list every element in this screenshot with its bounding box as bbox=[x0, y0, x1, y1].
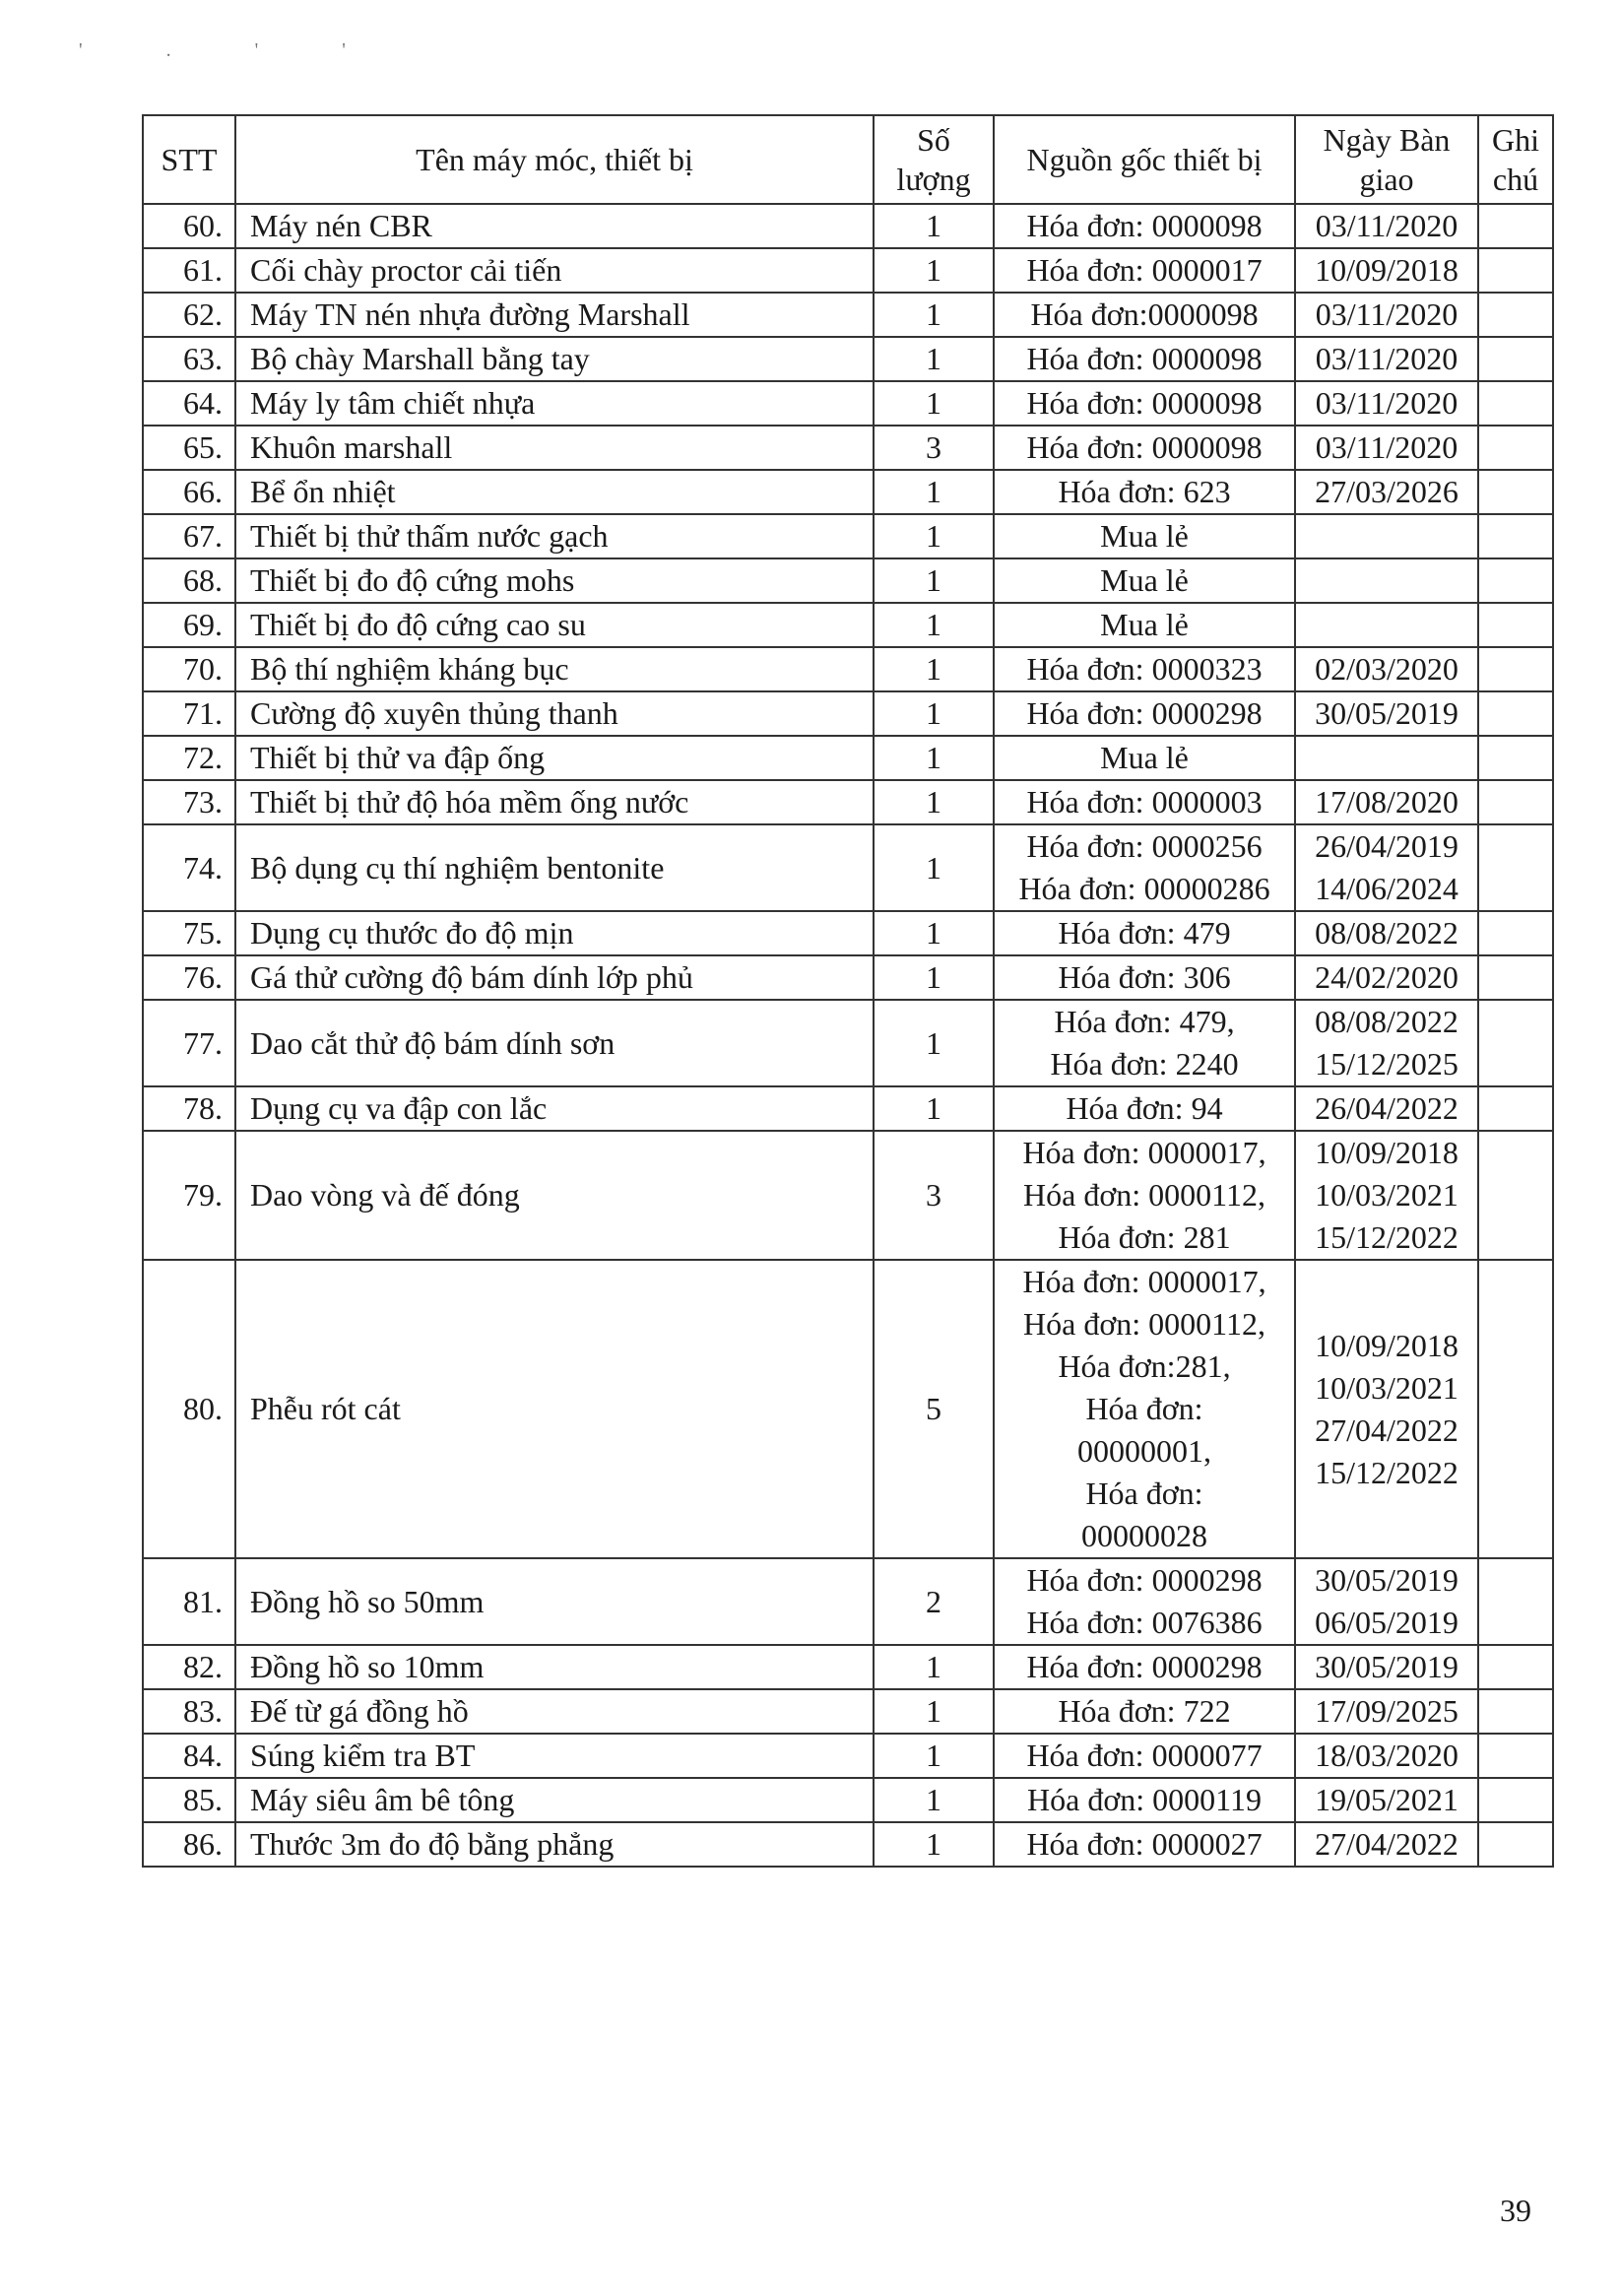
date-line: 08/08/2022 bbox=[1315, 915, 1459, 951]
date-line: 02/03/2020 bbox=[1315, 651, 1459, 687]
date-line: 10/09/2018 bbox=[1315, 1327, 1459, 1363]
row-equipment-name: Dao vòng và đế đóng bbox=[235, 1131, 874, 1260]
row-quantity: 1 bbox=[874, 248, 994, 293]
source-line: Hóa đơn: 0000098 bbox=[1026, 429, 1263, 465]
table-row bbox=[143, 426, 1553, 470]
row-note bbox=[1478, 1689, 1553, 1734]
row-handover-date bbox=[1295, 514, 1478, 558]
table-row bbox=[143, 1689, 1553, 1734]
row-note bbox=[1478, 1645, 1553, 1689]
source-line: Hóa đơn: 0000017, bbox=[1022, 1135, 1266, 1170]
table-row bbox=[143, 470, 1553, 514]
date-line: 27/04/2022 bbox=[1315, 1826, 1459, 1862]
source-line: Mua lẻ bbox=[1100, 740, 1189, 775]
table-row bbox=[143, 1734, 1553, 1778]
date-line: 10/09/2018 bbox=[1315, 252, 1459, 288]
table-row bbox=[143, 911, 1553, 955]
table-body bbox=[143, 204, 1553, 1867]
row-note bbox=[1478, 1260, 1553, 1558]
row-handover-date bbox=[1295, 470, 1478, 514]
row-stt: 82. bbox=[143, 1645, 235, 1689]
source-line: Hóa đơn: 722 bbox=[1058, 1693, 1231, 1729]
row-handover-date bbox=[1295, 337, 1478, 381]
row-quantity: 1 bbox=[874, 736, 994, 780]
header-name: Tên máy móc, thiết bị bbox=[235, 115, 874, 204]
row-quantity: 5 bbox=[874, 1260, 994, 1558]
row-stt: 80. bbox=[143, 1260, 235, 1558]
header-qty-line: lượng bbox=[896, 162, 971, 197]
date-line: 03/11/2020 bbox=[1315, 341, 1459, 376]
row-note bbox=[1478, 293, 1553, 337]
row-stt: 67. bbox=[143, 514, 235, 558]
date-line: 17/09/2025 bbox=[1315, 1693, 1459, 1729]
row-stt: 84. bbox=[143, 1734, 235, 1778]
row-source bbox=[994, 1822, 1295, 1867]
row-quantity: 1 bbox=[874, 780, 994, 824]
date-line: 27/03/2026 bbox=[1315, 474, 1459, 509]
row-equipment-name: Phễu rót cát bbox=[235, 1260, 874, 1558]
header-date-line: Ngày Bàn bbox=[1323, 122, 1451, 158]
table-row bbox=[143, 691, 1553, 736]
table-row bbox=[143, 1086, 1553, 1131]
source-line: 00000028 bbox=[1081, 1518, 1207, 1553]
row-stt: 70. bbox=[143, 647, 235, 691]
row-note bbox=[1478, 337, 1553, 381]
row-stt: 79. bbox=[143, 1131, 235, 1260]
row-handover-date bbox=[1295, 426, 1478, 470]
row-equipment-name: Máy nén CBR bbox=[235, 204, 874, 248]
row-equipment-name: Dụng cụ va đập con lắc bbox=[235, 1086, 874, 1131]
table-header-row bbox=[143, 115, 1553, 204]
source-line: Hóa đơn: 0000323 bbox=[1026, 651, 1263, 687]
table-row bbox=[143, 736, 1553, 780]
row-stt: 75. bbox=[143, 911, 235, 955]
row-quantity: 3 bbox=[874, 1131, 994, 1260]
source-line: Hóa đơn: 479 bbox=[1058, 915, 1231, 951]
header-qty-line: Số bbox=[917, 122, 950, 158]
row-stt: 60. bbox=[143, 204, 235, 248]
table-row bbox=[143, 204, 1553, 248]
row-source bbox=[994, 558, 1295, 603]
row-equipment-name: Thiết bị thử va đập ống bbox=[235, 736, 874, 780]
row-source bbox=[994, 824, 1295, 911]
row-equipment-name: Máy siêu âm bê tông bbox=[235, 1778, 874, 1822]
source-line: Hóa đơn: 00000286 bbox=[1018, 871, 1270, 906]
row-quantity: 1 bbox=[874, 824, 994, 911]
row-quantity: 1 bbox=[874, 381, 994, 426]
source-line: Mua lẻ bbox=[1100, 562, 1189, 598]
row-quantity: 1 bbox=[874, 1086, 994, 1131]
row-source bbox=[994, 1558, 1295, 1645]
date-line: 03/11/2020 bbox=[1315, 208, 1459, 243]
header-stt: STT bbox=[143, 115, 235, 204]
table-row bbox=[143, 1131, 1553, 1260]
row-source bbox=[994, 470, 1295, 514]
row-handover-date bbox=[1295, 1131, 1478, 1260]
table-row bbox=[143, 1778, 1553, 1822]
row-quantity: 1 bbox=[874, 558, 994, 603]
row-stt: 66. bbox=[143, 470, 235, 514]
row-handover-date bbox=[1295, 1822, 1478, 1867]
row-quantity: 1 bbox=[874, 514, 994, 558]
row-quantity: 1 bbox=[874, 293, 994, 337]
row-stt: 64. bbox=[143, 381, 235, 426]
header-date bbox=[1295, 115, 1478, 204]
source-line: Hóa đơn: 623 bbox=[1058, 474, 1231, 509]
row-equipment-name: Thiết bị thử độ hóa mềm ống nước bbox=[235, 780, 874, 824]
row-handover-date bbox=[1295, 204, 1478, 248]
row-note bbox=[1478, 1131, 1553, 1260]
source-line: Hóa đơn: 94 bbox=[1066, 1090, 1223, 1126]
table-row bbox=[143, 647, 1553, 691]
row-note bbox=[1478, 248, 1553, 293]
row-source bbox=[994, 514, 1295, 558]
row-quantity: 1 bbox=[874, 470, 994, 514]
table-row bbox=[143, 337, 1553, 381]
source-line: Mua lẻ bbox=[1100, 518, 1189, 554]
table-row bbox=[143, 824, 1553, 911]
source-line: Hóa đơn: 0000098 bbox=[1026, 385, 1263, 421]
row-equipment-name: Bộ thí nghiệm kháng bục bbox=[235, 647, 874, 691]
date-line: 10/03/2021 bbox=[1315, 1177, 1459, 1213]
row-equipment-name: Thiết bị thử thấm nước gạch bbox=[235, 514, 874, 558]
date-line: 14/06/2024 bbox=[1315, 871, 1459, 906]
date-line: 15/12/2022 bbox=[1315, 1454, 1459, 1490]
row-quantity: 1 bbox=[874, 204, 994, 248]
row-quantity: 1 bbox=[874, 955, 994, 1000]
row-equipment-name: Súng kiểm tra BT bbox=[235, 1734, 874, 1778]
date-line: 08/08/2022 bbox=[1315, 1004, 1459, 1039]
row-quantity: 1 bbox=[874, 1689, 994, 1734]
date-line: 17/08/2020 bbox=[1315, 784, 1459, 820]
row-handover-date bbox=[1295, 1645, 1478, 1689]
date-line: 03/11/2020 bbox=[1315, 385, 1459, 421]
source-line: Hóa đơn: 0000027 bbox=[1026, 1826, 1263, 1862]
row-source bbox=[994, 1086, 1295, 1131]
table-row bbox=[143, 603, 1553, 647]
row-stt: 61. bbox=[143, 248, 235, 293]
date-line: 19/05/2021 bbox=[1315, 1782, 1459, 1817]
table-row bbox=[143, 1000, 1553, 1086]
source-line: Hóa đơn:281, bbox=[1058, 1348, 1231, 1384]
row-handover-date bbox=[1295, 293, 1478, 337]
table-row bbox=[143, 558, 1553, 603]
table-row bbox=[143, 248, 1553, 293]
row-stt: 62. bbox=[143, 293, 235, 337]
row-handover-date bbox=[1295, 381, 1478, 426]
row-note bbox=[1478, 603, 1553, 647]
row-quantity: 1 bbox=[874, 1734, 994, 1778]
date-line: 06/05/2019 bbox=[1315, 1605, 1459, 1640]
row-quantity: 1 bbox=[874, 1822, 994, 1867]
row-handover-date bbox=[1295, 911, 1478, 955]
row-equipment-name: Thiết bị đo độ cứng mohs bbox=[235, 558, 874, 603]
row-quantity: 1 bbox=[874, 1778, 994, 1822]
row-source bbox=[994, 780, 1295, 824]
row-source bbox=[994, 1000, 1295, 1086]
date-line: 24/02/2020 bbox=[1315, 959, 1459, 995]
table-row bbox=[143, 955, 1553, 1000]
row-source bbox=[994, 955, 1295, 1000]
row-handover-date bbox=[1295, 1086, 1478, 1131]
date-line: 15/12/2022 bbox=[1315, 1219, 1459, 1255]
date-line: 03/11/2020 bbox=[1315, 296, 1459, 332]
date-line: 03/11/2020 bbox=[1315, 429, 1459, 465]
date-line: 30/05/2019 bbox=[1315, 1649, 1459, 1684]
row-stt: 74. bbox=[143, 824, 235, 911]
row-quantity: 3 bbox=[874, 426, 994, 470]
row-equipment-name: Khuôn marshall bbox=[235, 426, 874, 470]
row-note bbox=[1478, 1086, 1553, 1131]
source-line: Hóa đơn: 0000098 bbox=[1026, 208, 1263, 243]
source-line: Hóa đơn: 0000098 bbox=[1026, 341, 1263, 376]
equipment-table bbox=[142, 114, 1554, 1868]
table-row bbox=[143, 1260, 1553, 1558]
row-stt: 63. bbox=[143, 337, 235, 381]
row-note bbox=[1478, 470, 1553, 514]
date-line: 27/04/2022 bbox=[1315, 1411, 1459, 1448]
row-equipment-name: Đồng hồ so 50mm bbox=[235, 1558, 874, 1645]
row-source bbox=[994, 911, 1295, 955]
table-row bbox=[143, 1822, 1553, 1867]
header-date-line: giao bbox=[1359, 162, 1414, 197]
row-quantity: 1 bbox=[874, 1000, 994, 1086]
date-line: 10/03/2021 bbox=[1315, 1369, 1459, 1406]
page-number: 39 bbox=[1500, 2193, 1531, 2228]
source-line: Hóa đơn: 0000077 bbox=[1026, 1738, 1263, 1773]
row-quantity: 2 bbox=[874, 1558, 994, 1645]
header-note-line: chú bbox=[1492, 162, 1539, 197]
row-quantity: 1 bbox=[874, 603, 994, 647]
row-note bbox=[1478, 558, 1553, 603]
row-equipment-name: Máy ly tâm chiết nhựa bbox=[235, 381, 874, 426]
row-note bbox=[1478, 1000, 1553, 1086]
date-line: 10/09/2018 bbox=[1315, 1135, 1459, 1170]
row-handover-date bbox=[1295, 647, 1478, 691]
source-line: Hóa đơn: 0000112, bbox=[1023, 1306, 1265, 1342]
row-source bbox=[994, 337, 1295, 381]
row-stt: 71. bbox=[143, 691, 235, 736]
row-note bbox=[1478, 780, 1553, 824]
date-line: 30/05/2019 bbox=[1315, 695, 1459, 731]
row-equipment-name: Đế từ gá đồng hồ bbox=[235, 1689, 874, 1734]
row-source bbox=[994, 1131, 1295, 1260]
row-handover-date bbox=[1295, 1734, 1478, 1778]
table-row bbox=[143, 514, 1553, 558]
row-source bbox=[994, 1778, 1295, 1822]
row-handover-date bbox=[1295, 1558, 1478, 1645]
row-source bbox=[994, 248, 1295, 293]
row-equipment-name: Bể ổn nhiệt bbox=[235, 470, 874, 514]
source-line: Hóa đơn: 0000298 bbox=[1026, 1562, 1263, 1598]
table-row bbox=[143, 780, 1553, 824]
row-equipment-name: Cường độ xuyên thủng thanh bbox=[235, 691, 874, 736]
row-stt: 68. bbox=[143, 558, 235, 603]
row-quantity: 1 bbox=[874, 691, 994, 736]
row-quantity: 1 bbox=[874, 1645, 994, 1689]
table-row bbox=[143, 1558, 1553, 1645]
row-note bbox=[1478, 824, 1553, 911]
source-line: Hóa đơn: 0000256 bbox=[1026, 828, 1263, 864]
source-line: Hóa đơn: 0000298 bbox=[1026, 1649, 1263, 1684]
row-source bbox=[994, 426, 1295, 470]
row-equipment-name: Máy TN nén nhựa đường Marshall bbox=[235, 293, 874, 337]
row-quantity: 1 bbox=[874, 337, 994, 381]
row-stt: 83. bbox=[143, 1689, 235, 1734]
source-line: Hóa đơn: 0000017 bbox=[1026, 252, 1263, 288]
row-source bbox=[994, 381, 1295, 426]
row-note bbox=[1478, 1734, 1553, 1778]
source-line: Mua lẻ bbox=[1100, 607, 1189, 642]
row-handover-date bbox=[1295, 1260, 1478, 1558]
row-source bbox=[994, 603, 1295, 647]
row-stt: 65. bbox=[143, 426, 235, 470]
scan-mark: ' . ' ' bbox=[79, 39, 385, 61]
source-line: Hóa đơn: 0000298 bbox=[1026, 695, 1263, 731]
row-source bbox=[994, 293, 1295, 337]
date-line: 30/05/2019 bbox=[1315, 1562, 1459, 1598]
source-line: Hóa đơn: 0000003 bbox=[1026, 784, 1263, 820]
row-stt: 72. bbox=[143, 736, 235, 780]
source-line: Hóa đơn: 306 bbox=[1058, 959, 1231, 995]
source-line: Hóa đơn: 0076386 bbox=[1026, 1605, 1263, 1640]
row-handover-date bbox=[1295, 1778, 1478, 1822]
table-row bbox=[143, 381, 1553, 426]
row-stt: 76. bbox=[143, 955, 235, 1000]
row-stt: 69. bbox=[143, 603, 235, 647]
row-source bbox=[994, 1645, 1295, 1689]
header-qty bbox=[874, 115, 994, 204]
row-handover-date bbox=[1295, 824, 1478, 911]
row-handover-date bbox=[1295, 1689, 1478, 1734]
row-stt: 73. bbox=[143, 780, 235, 824]
row-note bbox=[1478, 1822, 1553, 1867]
row-note bbox=[1478, 204, 1553, 248]
row-handover-date bbox=[1295, 955, 1478, 1000]
table-row bbox=[143, 293, 1553, 337]
row-quantity: 1 bbox=[874, 647, 994, 691]
row-note bbox=[1478, 514, 1553, 558]
date-line: 15/12/2025 bbox=[1315, 1046, 1459, 1082]
source-line: Hóa đơn: 479, bbox=[1054, 1004, 1235, 1039]
row-quantity: 1 bbox=[874, 911, 994, 955]
row-note bbox=[1478, 381, 1553, 426]
row-equipment-name: Thước 3m đo độ bằng phẳng bbox=[235, 1822, 874, 1867]
row-note bbox=[1478, 426, 1553, 470]
row-source bbox=[994, 647, 1295, 691]
source-line: 00000001, bbox=[1077, 1433, 1211, 1469]
row-note bbox=[1478, 691, 1553, 736]
source-line: Hóa đơn: 0000119 bbox=[1027, 1782, 1262, 1817]
row-source bbox=[994, 204, 1295, 248]
row-equipment-name: Dao cắt thử độ bám dính sơn bbox=[235, 1000, 874, 1086]
header-note bbox=[1478, 115, 1553, 204]
row-note bbox=[1478, 736, 1553, 780]
table-row bbox=[143, 1645, 1553, 1689]
row-source bbox=[994, 1734, 1295, 1778]
date-line: 18/03/2020 bbox=[1315, 1738, 1459, 1773]
row-stt: 86. bbox=[143, 1822, 235, 1867]
row-equipment-name: Thiết bị đo độ cứng cao su bbox=[235, 603, 874, 647]
row-stt: 78. bbox=[143, 1086, 235, 1131]
source-line: Hóa đơn: 2240 bbox=[1050, 1046, 1239, 1082]
source-line: Hóa đơn: 0000017, bbox=[1022, 1264, 1266, 1299]
source-line: Hóa đơn: 281 bbox=[1058, 1219, 1231, 1255]
row-stt: 85. bbox=[143, 1778, 235, 1822]
row-handover-date bbox=[1295, 780, 1478, 824]
source-line: Hóa đơn: bbox=[1085, 1391, 1203, 1426]
row-source bbox=[994, 691, 1295, 736]
row-handover-date bbox=[1295, 603, 1478, 647]
row-note bbox=[1478, 911, 1553, 955]
row-handover-date bbox=[1295, 558, 1478, 603]
date-line: 26/04/2019 bbox=[1315, 828, 1459, 864]
source-line: Hóa đơn:0000098 bbox=[1030, 296, 1259, 332]
row-equipment-name: Bộ dụng cụ thí nghiệm bentonite bbox=[235, 824, 874, 911]
row-handover-date bbox=[1295, 1000, 1478, 1086]
row-source bbox=[994, 1260, 1295, 1558]
row-note bbox=[1478, 1778, 1553, 1822]
row-handover-date bbox=[1295, 736, 1478, 780]
equipment-table-container bbox=[142, 114, 1552, 1868]
row-stt: 77. bbox=[143, 1000, 235, 1086]
row-note bbox=[1478, 647, 1553, 691]
row-source bbox=[994, 1689, 1295, 1734]
source-line: Hóa đơn: bbox=[1085, 1476, 1203, 1511]
row-handover-date bbox=[1295, 691, 1478, 736]
header-source: Nguồn gốc thiết bị bbox=[994, 115, 1295, 204]
row-equipment-name: Dụng cụ thước đo độ mịn bbox=[235, 911, 874, 955]
row-handover-date bbox=[1295, 248, 1478, 293]
row-source bbox=[994, 736, 1295, 780]
row-stt: 81. bbox=[143, 1558, 235, 1645]
header-note-line: Ghi bbox=[1492, 122, 1539, 158]
row-note bbox=[1478, 1558, 1553, 1645]
row-equipment-name: Đồng hồ so 10mm bbox=[235, 1645, 874, 1689]
date-line: 26/04/2022 bbox=[1315, 1090, 1459, 1126]
row-equipment-name: Cối chày proctor cải tiến bbox=[235, 248, 874, 293]
row-equipment-name: Gá thử cường độ bám dính lớp phủ bbox=[235, 955, 874, 1000]
row-equipment-name: Bộ chày Marshall bằng tay bbox=[235, 337, 874, 381]
row-note bbox=[1478, 955, 1553, 1000]
source-line: Hóa đơn: 0000112, bbox=[1023, 1177, 1265, 1213]
